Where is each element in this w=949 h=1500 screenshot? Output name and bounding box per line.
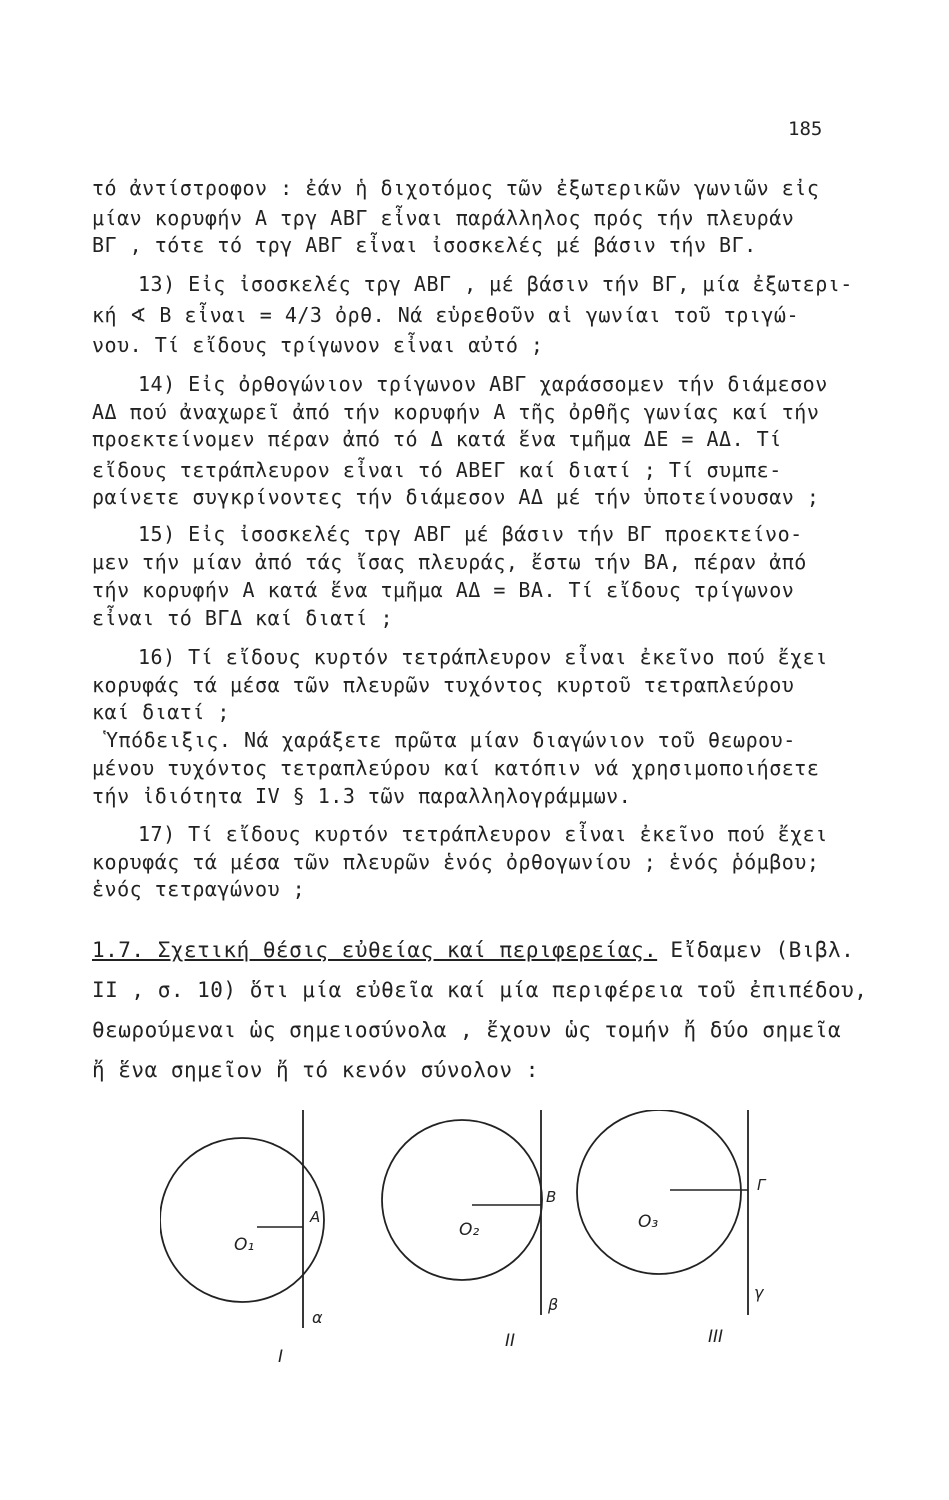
label-point: A — [310, 1208, 321, 1226]
exercise-16-line: 16) Τί εἴδους κυρτόν τετράπλευρον εἶναι ἐκεῖνο πού ἔχει — [138, 645, 828, 669]
text-line: τήν ἰδιότητα IV § 1.3 τῶν παραλληλογράμμων. — [92, 784, 632, 808]
label-numeral: III — [708, 1327, 724, 1347]
label-point: Γ — [757, 1176, 766, 1194]
section-line: ἤ ἕνα σημεῖον ἤ τό κενόν σύνολον : — [92, 1058, 539, 1082]
text-line: μεν τήν μίαν ἀπό τάς ἴσας πλευράς, ἔστω τήν ΒΑ, πέραν ἀπό — [92, 550, 807, 574]
label-line: γ — [754, 1283, 764, 1302]
text-line: κορυφάς τά μέσα τῶν πλευρῶν ἑνός ὀρθογωνίου ; ἑνός ῥόμβου; — [92, 850, 820, 874]
text-line: νου. Τί εἴδους τρίγωνον εἶναι αὐτό ; — [92, 333, 544, 357]
text-line: εἴδους τετράπλευρον εἶναι τό ΑΒΕΓ καί διατί ; Τί συμπε- — [92, 458, 782, 482]
exercise-17-line: 17) Τί εἴδους κυρτόν τετράπλευρον εἶναι ἐκεῖνο πού ἔχει — [138, 822, 828, 846]
text-line: προεκτείνομεν πέραν ἀπό τό Δ κατά ἕνα τμῆμα ΔΕ = ΑΔ. Τί — [92, 427, 782, 451]
text-line: μίαν κορυφήν Α τργ ΑΒΓ εἶναι παράλληλος πρός τήν πλευράν — [92, 206, 795, 230]
label-numeral: II — [505, 1331, 516, 1351]
text-line: ΒΓ , τότε τό τργ ΑΒΓ εἶναι ἰσοσκελές μέ βάσιν τήν ΒΓ. — [92, 233, 757, 257]
text-line: τό ἀντίστροφον : ἐάν ἡ διχοτόμος τῶν ἐξωτερικῶν γωνιῶν εἰς — [92, 176, 820, 200]
figure-panel-tangent — [382, 1110, 558, 1351]
hint-line: Ὑπόδειξις. Νά χαράξετε πρῶτα μίαν διαγώνιον τοῦ θεωρου- — [106, 728, 796, 752]
page-number: 185 — [788, 118, 823, 140]
text-line: ἑνός τετραγώνου ; — [92, 877, 306, 901]
section-text: Εἴδαμεν (Βιβλ. — [670, 938, 855, 962]
text-line: ΑΔ πού ἀναχωρεῖ ἀπό τήν κορυφήν Α τῆς ὀρθῆς γωνίας καί τήν — [92, 400, 820, 424]
text-line: τήν κορυφήν Α κατά ἕνα τμῆμα ΑΔ = ΒΑ. Τί εἴδους τρίγωνον — [92, 578, 795, 602]
figure-circle-line-positions — [160, 1110, 800, 1400]
text-line: μένου τυχόντος τετραπλεύρου καί κατόπιν νά χρησιμοποιήσετε — [92, 756, 820, 780]
text-line: κή ∢ Β εἶναι = 4/3 ὀρθ. Νά εὑρεθοῦν αἱ γωνίαι τοῦ τριγώ- — [92, 303, 800, 327]
label-numeral: I — [278, 1347, 284, 1367]
label-center: O₃ — [638, 1212, 659, 1232]
exercise-14-line: 14) Εἰς ὀρθογώνιον τρίγωνον ΑΒΓ χαράσσομεν τήν διάμεσον — [138, 372, 828, 396]
label-line: β — [548, 1295, 559, 1314]
section-line: ΙΙ , σ. 10) ὅτι μία εὐθεῖα καί μία περιφέρεια τοῦ ἐπιπέδου, — [92, 978, 868, 1002]
circle-o1 — [160, 1138, 324, 1302]
exercise-15-line: 15) Εἰς ἰσοσκελές τργ ΑΒΓ μέ βάσιν τήν ΒΓ προεκτείνο- — [138, 522, 803, 546]
figure-panel-secant — [160, 1110, 324, 1367]
text-line: ραίνετε συγκρίνοντες τήν διάμεσον ΑΔ μέ τήν ὑποτείνουσαν ; — [92, 485, 820, 509]
label-center: O₁ — [234, 1235, 255, 1255]
text-line: καί διατί ; — [92, 700, 230, 724]
label-line: α — [312, 1308, 323, 1327]
circle-o3 — [577, 1110, 741, 1274]
exercise-13-line: 13) Εἰς ἰσοσκελές τργ ΑΒΓ , μέ βάσιν τήν ΒΓ, μία ἐξωτερι- — [138, 272, 853, 296]
section-line — [92, 938, 882, 962]
section-heading: 1.7. Σχετική θέσις εὐθείας καί περιφερείας. — [92, 938, 658, 962]
text-line: κορυφάς τά μέσα τῶν πλευρῶν τυχόντος κυρτοῦ τετραπλεύρου — [92, 673, 795, 697]
text-line: εἶναι τό ΒΓΔ καί διατί ; — [92, 606, 393, 630]
label-center: O₂ — [459, 1220, 480, 1240]
section-line: θεωρούμεναι ὡς σημειοσύνολα , ἔχουν ὡς τομήν ἤ δύο σημεῖα — [92, 1018, 842, 1042]
circle-o2 — [382, 1120, 542, 1280]
figure-panel-disjoint — [577, 1110, 767, 1347]
label-point: B — [546, 1188, 557, 1206]
